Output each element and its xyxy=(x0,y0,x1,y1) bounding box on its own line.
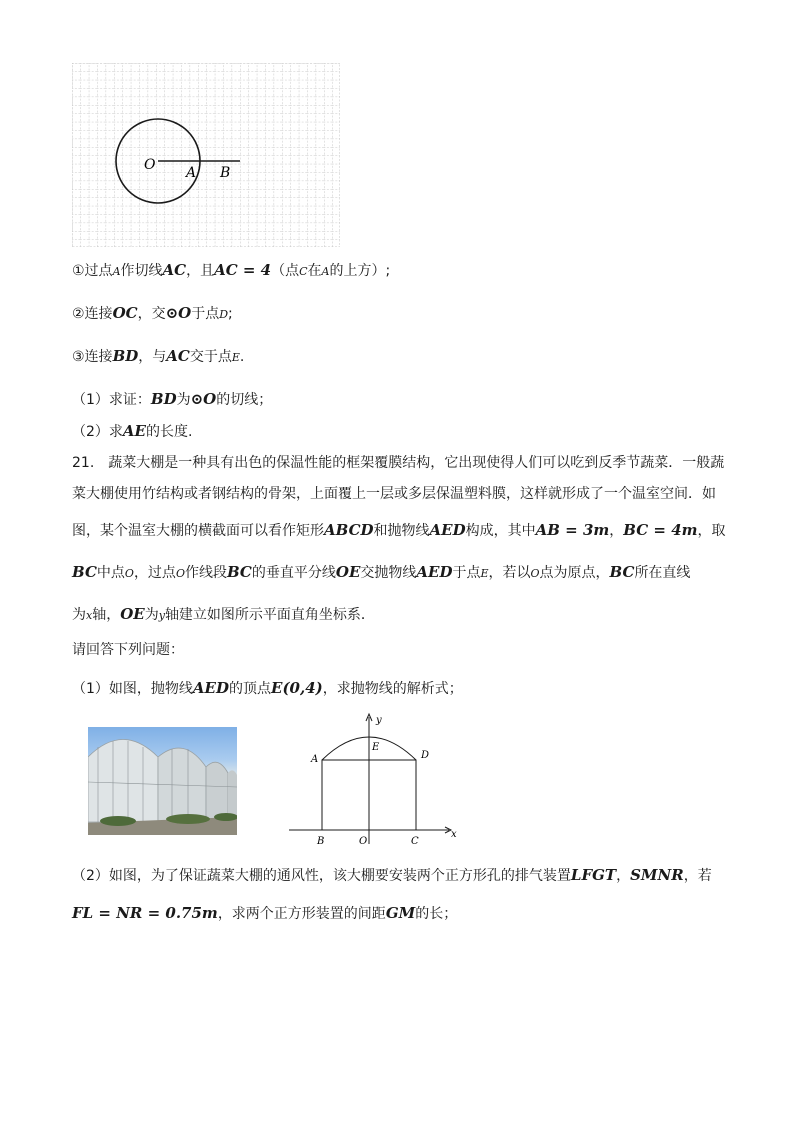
label-b: B xyxy=(317,836,325,847)
label-e: E xyxy=(372,742,380,753)
label-x: x xyxy=(451,829,457,840)
dashed-grid xyxy=(72,63,340,247)
label-o: O xyxy=(359,836,368,847)
circle-grid-figure xyxy=(72,63,340,247)
question-2: （2）求AE的长度. xyxy=(72,422,193,440)
problem-21-line-2: 菜大棚使用竹结构或者钢结构的骨架，上面覆上一层或多层保温塑料膜，这样就形成了一个温室空间．如 xyxy=(72,486,716,502)
problem-21-line-6: 请回答下列问题： xyxy=(72,642,184,658)
problem-21-line-5: 为x轴，OE为y轴建立如图所示平面直角坐标系． xyxy=(72,605,375,623)
label-a: A xyxy=(311,754,319,765)
problem-21-line-3: 图，某个温室大棚的横截面可以看作矩形ABCD和抛物线AED构成，其中AB = 3m，BC = 4m，取 xyxy=(72,521,726,539)
label-d: D xyxy=(421,750,430,761)
problem-21-part-2-cont: FL = NR = 0.75m，求两个正方形装置的间距GM的长； xyxy=(72,904,458,922)
step-1: ①过点A作切线AC，且AC = 4（点C在A的上方）; xyxy=(72,261,391,279)
greenhouse-photo xyxy=(88,727,237,835)
label-o: O xyxy=(144,157,156,173)
label-b: B xyxy=(220,165,231,181)
label-a: A xyxy=(186,165,197,181)
problem-21-part-2: （2）如图，为了保证蔬菜大棚的通风性，该大棚要安装两个正方形孔的排气装置LFGT，SMNR，若 xyxy=(72,866,712,884)
problem-21-line-4: BC中点O，过点O作线段BC的垂直平分线OE交抛物线AED于点E，若以O点为原点，BC所在直线 xyxy=(72,563,691,581)
question-1: （1）求证：BD为⊙O的切线； xyxy=(72,390,273,408)
greenhouse-photo-drawing xyxy=(88,727,237,835)
step-3: ③连接BD，与AC交于点E. xyxy=(72,347,245,365)
step-2: ②连接OC，交⊙O于点D; xyxy=(72,304,233,322)
label-c: C xyxy=(411,836,419,847)
problem-21-line-1: 21. 蔬菜大棚是一种具有出色的保温性能的框架覆膜结构，它出现使得人们可以吃到反季节蔬菜．一般蔬 xyxy=(72,455,725,471)
label-y: y xyxy=(376,715,382,726)
greenhouse-cross-section-diagram xyxy=(285,712,465,850)
problem-21-part-1: （1）如图，抛物线AED的顶点E(0,4)，求抛物线的解析式； xyxy=(72,679,463,697)
